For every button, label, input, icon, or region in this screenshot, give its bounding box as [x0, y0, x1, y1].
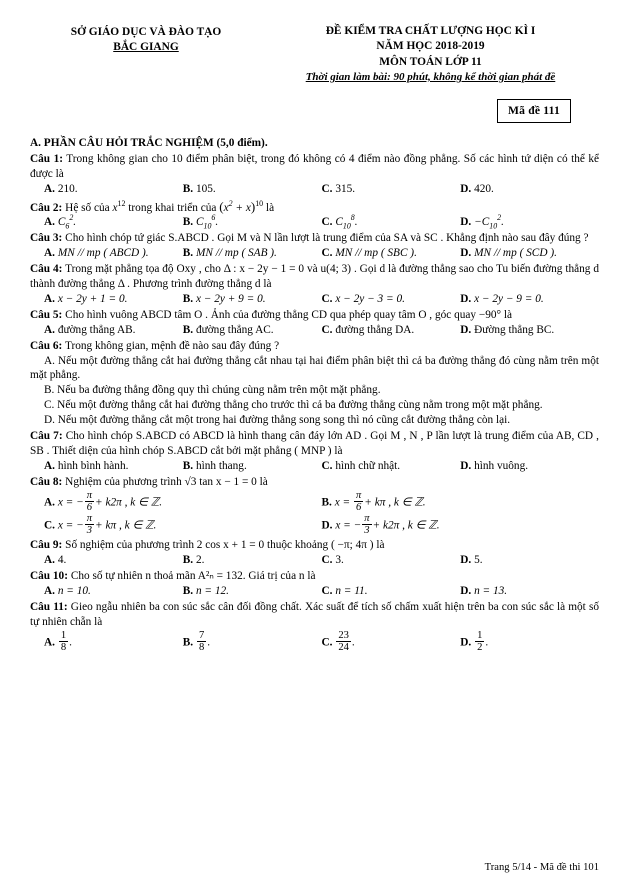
option-c-letter: C. — [321, 584, 333, 597]
q8d-tail: + k2π , k ∈ ℤ. — [372, 519, 440, 532]
exam-duration: Thời gian làm bài: 90 phút, không kể thời gian phát đề — [305, 70, 556, 83]
option-b-letter: B. — [182, 182, 194, 195]
option-c-letter: C. — [44, 519, 55, 532]
q8a-lhs: x = — [57, 496, 77, 509]
section-a-title: A. PHẦN CÂU HỎI TRẮC NGHIỆM (5,0 điểm). — [30, 136, 268, 149]
question-5-options — [30, 323, 599, 338]
question-10-label: Câu 10: — [30, 569, 68, 582]
question-1-options — [30, 182, 599, 197]
option-d-letter: D. — [460, 292, 472, 305]
option-b[interactable] — [183, 553, 322, 568]
q8d-fraction — [362, 513, 371, 536]
option-c[interactable] — [322, 553, 461, 568]
option-a-text: hình bình hành. — [57, 459, 129, 472]
q8a-tail: + k2π , k ∈ ℤ. — [95, 496, 163, 509]
q8b-tail: + kπ , k ∈ ℤ. — [364, 496, 426, 509]
option-b-text: n = 12. — [195, 584, 229, 597]
option-b-letter: B. — [182, 459, 194, 472]
option-d-text: hình vuông. — [474, 459, 529, 472]
q2-power-var: x — [112, 201, 118, 214]
question-5-text: Cho hình vuông ABCD tâm O . Ảnh của đường thẳng CD qua phép quay tâm O , góc quay −90° là — [65, 308, 513, 321]
option-a[interactable] — [44, 215, 183, 230]
option-c-text: 3. — [335, 554, 344, 567]
denominator: 2 — [477, 641, 483, 653]
q8c-tail: + kπ , k ∈ ℤ. — [95, 519, 157, 532]
question-8-text: Nghiệm của phương trình √3 tan x − 1 = 0 là — [65, 475, 268, 488]
question-7 — [30, 429, 599, 459]
option-b-letter: B. — [182, 635, 194, 648]
option-a-letter: A. — [44, 247, 55, 260]
denominator: 8 — [60, 641, 67, 653]
option-d-letter: D. — [321, 519, 333, 532]
option-c[interactable] — [322, 182, 461, 197]
question-6 — [30, 339, 599, 354]
sign: − — [474, 216, 482, 229]
option-a-letter: A. — [44, 292, 55, 305]
q2-open-paren: ( — [219, 198, 224, 214]
option-a-letter: A. — [44, 182, 55, 195]
option-a[interactable] — [44, 182, 183, 197]
q8a-fraction — [85, 490, 94, 513]
q2-bracket: $x^2 + x$ — [223, 198, 251, 214]
option-d-letter: D. — [460, 635, 472, 648]
question-2-label: Câu 2: — [30, 201, 63, 214]
choice-b-text: B. Nếu ba đường thẳng đồng quy thì chúng cùng nằm trên một mặt phẳng. — [44, 384, 381, 397]
sub: 6 — [65, 221, 70, 231]
q11a-fraction — [59, 630, 68, 653]
question-2-text-post: là — [263, 201, 275, 214]
denominator: 8 — [198, 641, 205, 653]
option-a[interactable] — [44, 553, 183, 568]
question-11 — [30, 600, 599, 630]
option-a[interactable] — [44, 584, 183, 599]
option-b-letter: B. — [182, 216, 194, 229]
choice-a-text: A. Nếu một đường thẳng cắt hai đường thẳng cắt nhau tại hai điểm phân biệt thì cả ba đường thẳng đó cùng nằm trên một mặt phẳng. — [30, 354, 599, 382]
question-7-options — [30, 459, 599, 474]
page-footer: Trang 5/14 - Mã đề thi 101 — [484, 862, 599, 874]
option-a[interactable] — [44, 323, 183, 338]
question-11-label: Câu 11: — [30, 600, 68, 613]
choice-d-text: D. Nếu một đường thẳng cắt một trong hai đường thẳng song song thì nó cũng cắt đường thẳng còn lại. — [44, 414, 511, 427]
question-8-label: Câu 8: — [30, 475, 63, 488]
header-right-block — [262, 24, 599, 85]
option-c-letter: C. — [321, 292, 333, 305]
option-a-text: 210. — [57, 182, 78, 195]
option-d-letter: D. — [460, 323, 472, 336]
option-c-text: x − 2y − 3 = 0. — [335, 292, 405, 305]
q11b-fraction — [197, 630, 206, 653]
question-1 — [30, 152, 599, 182]
question-11-text: Gieo ngẫu nhiên ba con súc sắc cân đối đồng chất. Xác suất để tích số chấm xuất hiện trên ba con súc sắc là một số tự nhiên chẵn là — [30, 600, 599, 628]
option-b-text: đường thẳng AC. — [195, 323, 274, 336]
option-c-letter: C. — [321, 247, 333, 260]
option-c[interactable] — [322, 246, 461, 261]
option-a-letter: A. — [44, 459, 55, 472]
option-a-text: x − 2y + 1 = 0. — [57, 292, 128, 305]
option-a-text: n = 10. — [57, 584, 91, 597]
sup: 2 — [69, 213, 74, 223]
sub: 10 — [342, 221, 351, 231]
q8b-lhs: x = — [334, 496, 353, 509]
choice-c-text: C. Nếu một đường thẳng cắt hai đường thẳng cho trước thì cả ba đường thẳng cùng nằm trong một mặt phẳng. — [44, 399, 543, 412]
q8d-sign: − — [353, 519, 362, 532]
option-d[interactable] — [460, 182, 599, 197]
sup: 8 — [350, 213, 355, 223]
question-1-label: Câu 1: — [30, 152, 63, 165]
question-9-label: Câu 9: — [30, 539, 63, 552]
option-c-text: n = 11. — [335, 584, 368, 597]
option-a[interactable] — [44, 459, 183, 474]
question-5 — [30, 308, 599, 323]
option-b[interactable] — [322, 490, 600, 513]
q2-power-exp: 12 — [117, 198, 126, 208]
q8d-lhs: x = — [335, 519, 354, 532]
option-b-text: x − 2y + 9 = 0. — [195, 292, 266, 305]
option-a-letter: A. — [44, 554, 55, 567]
question-6-text: Trong không gian, mệnh đề nào sau đây đúng ? — [64, 339, 280, 352]
question-8-options-row2 — [30, 513, 599, 536]
question-2-text-pre: Hệ số của — [65, 201, 113, 214]
option-c-letter: C. — [321, 216, 333, 229]
option-d-text: 420. — [474, 182, 494, 195]
option-b[interactable] — [183, 292, 322, 307]
question-2-text-mid: trong khai triển của — [125, 201, 220, 214]
numerator: 1 — [60, 629, 67, 641]
question-2-options — [30, 215, 599, 230]
question-6-choice-b[interactable] — [30, 383, 599, 398]
option-b-letter: B. — [182, 323, 194, 336]
option-d-letter: D. — [460, 459, 472, 472]
option-d[interactable] — [460, 584, 599, 599]
department-name: SỞ GIÁO DỤC VÀ ĐÀO TẠO — [70, 26, 222, 38]
header-left-block — [30, 24, 262, 56]
q8a-sign: − — [76, 496, 84, 509]
option-c[interactable] — [44, 513, 322, 536]
option-b[interactable] — [183, 459, 322, 474]
question-9 — [30, 538, 599, 553]
option-c[interactable] — [322, 459, 461, 474]
option-a[interactable]: A. $\frac{1}{8}$ . — [44, 629, 72, 653]
question-6-choice-c[interactable] — [30, 398, 599, 413]
option-b[interactable] — [183, 215, 322, 230]
option-d-text: MN // mp ( SCD ). — [474, 247, 557, 260]
option-b-letter: B. — [182, 247, 194, 260]
question-4-label: Câu 4: — [30, 263, 63, 276]
denominator: 3 — [362, 524, 371, 536]
option-c[interactable] — [322, 584, 461, 599]
sup: 6 — [211, 213, 216, 223]
option-a-text: đường thẳng AB. — [57, 323, 136, 336]
option-a-text: MN // mp ( ABCD ). — [57, 247, 149, 260]
option-d-letter: D. — [460, 554, 472, 567]
option-d[interactable] — [460, 323, 599, 338]
question-7-text: Cho hình chóp S.ABCD có ABCD là hình thang cân đáy lớn AD . Gọi M , N , P lần lượt là trung điểm của AB, CD , SB . Thiết diện của hình chóp S.ABCD cắt bởi mặt phẳng ( MNP ) là — [30, 430, 600, 457]
option-a-letter: A. — [44, 635, 55, 648]
question-3-options — [30, 246, 599, 261]
exam-code-wrap — [30, 99, 571, 123]
option-d-text: $-C_{10}^2$. — [474, 213, 504, 231]
option-d-letter: D. — [460, 584, 472, 597]
exam-content — [30, 136, 599, 653]
q2-close-paren: ) — [250, 198, 256, 214]
option-b-text: hình thang. — [195, 459, 247, 472]
q11d-fraction — [475, 630, 484, 653]
option-d-letter: D. — [460, 216, 472, 229]
option-c[interactable] — [322, 215, 461, 230]
q8c-fraction — [85, 513, 94, 536]
option-b-text: MN // mp ( SAB ). — [195, 247, 277, 260]
question-10-text: Cho số tự nhiên n thoả mãn A²ₙ = 132. Giá trị của n là — [70, 569, 316, 582]
numerator: 7 — [198, 629, 205, 641]
question-4-options — [30, 292, 599, 307]
option-a-letter: A. — [44, 216, 55, 229]
option-a-letter: A. — [44, 496, 55, 509]
option-c[interactable] — [322, 292, 461, 307]
option-c-letter: C. — [321, 323, 333, 336]
question-10-options — [30, 584, 599, 599]
option-c-text: 315. — [335, 182, 356, 195]
question-8 — [30, 475, 599, 490]
option-d[interactable]: D. $\frac{1}{2}$ . — [460, 629, 489, 653]
exam-code-box: Mã đề 111 — [497, 99, 571, 123]
option-b[interactable] — [183, 584, 322, 599]
denominator: 3 — [85, 524, 94, 536]
question-9-options — [30, 553, 599, 568]
sub: 10 — [489, 221, 498, 231]
option-d[interactable] — [322, 513, 600, 536]
option-d-text: 5. — [474, 554, 483, 567]
option-b[interactable] — [183, 246, 322, 261]
question-7-label: Câu 7: — [30, 430, 63, 443]
province-name: BẮC GIANG — [113, 41, 179, 54]
option-c-text: MN // mp ( SBC ). — [335, 247, 417, 260]
option-a-letter: A. — [44, 323, 55, 336]
numerator: π — [355, 489, 362, 501]
question-6-label: Câu 6: — [30, 339, 63, 352]
option-b-letter: B. — [182, 292, 194, 305]
question-2 — [30, 198, 599, 216]
option-d-text: Đường thẳng BC. — [474, 323, 555, 336]
sup: 2 — [497, 213, 502, 223]
option-d[interactable] — [460, 553, 599, 568]
denominator: 24 — [338, 641, 349, 653]
option-d[interactable] — [460, 459, 599, 474]
exam-title: ĐỀ KIỂM TRA CHẤT LƯỢNG HỌC KÌ I — [325, 25, 536, 37]
q8c-sign: − — [76, 519, 84, 532]
numerator: π — [364, 512, 370, 524]
option-d-text: n = 13. — [474, 584, 508, 597]
option-c-letter: C. — [321, 554, 333, 567]
option-d-letter: D. — [460, 247, 472, 260]
option-a[interactable] — [44, 292, 183, 307]
q8c-lhs: x = — [57, 519, 77, 532]
q8b-fraction — [354, 490, 363, 513]
subject-grade: MÔN TOÁN LỚP 11 — [379, 55, 482, 68]
question-6-choice-a[interactable] — [30, 354, 599, 384]
question-5-label: Câu 5: — [30, 308, 63, 321]
question-8-options-row1 — [30, 490, 599, 513]
q2-bracket-exp: 10 — [255, 198, 264, 208]
option-d[interactable] — [460, 246, 599, 261]
option-b-letter: B. — [321, 496, 332, 509]
denominator: 6 — [85, 501, 94, 513]
option-b[interactable] — [183, 182, 322, 197]
denominator: 6 — [354, 501, 363, 513]
option-c-letter: C. — [321, 635, 333, 648]
option-d[interactable] — [460, 292, 599, 307]
option-c-text: hình chữ nhật. — [335, 459, 401, 472]
option-b[interactable] — [183, 323, 322, 338]
q11c-fraction — [336, 630, 351, 653]
sub: 10 — [203, 221, 212, 231]
option-c-text: $C_{10}^8$. — [335, 213, 358, 231]
school-year: NĂM HỌC 2018-2019 — [376, 40, 485, 53]
question-9-text: Số nghiệm của phương trình 2 cos x + 1 = 0 thuộc khoảng ( −π; 4π ) là — [65, 539, 385, 552]
numerator: 23 — [338, 629, 349, 641]
option-d-text: x − 2y − 9 = 0. — [474, 292, 544, 305]
document-header — [30, 24, 599, 85]
question-4 — [30, 262, 599, 292]
question-4-text: Trong mặt phẳng tọa độ Oxy , cho Δ : x − 2y − 1 = 0 và u(4; 3) . Gọi d là đường thẳng sao cho Tu biến đường thẳng d thành đường thẳng Δ . Phương trình đường thẳng d là — [30, 263, 599, 291]
question-3 — [30, 231, 599, 246]
question-10 — [30, 569, 599, 584]
question-1-text: Trong không gian cho 10 điểm phân biệt, trong đó không có 4 điểm nào đồng phẳng. Số các hình tứ diện có thể kể được là — [30, 152, 600, 180]
question-3-text: Cho hình chóp tứ giác S.ABCD . Gọi M và N lần lượt là trung điểm của SA và SC . Khẳng định nào sau đây đúng ? — [65, 232, 589, 245]
option-a[interactable] — [44, 490, 322, 513]
option-a[interactable] — [44, 246, 183, 261]
option-b-text: $C_{10}^6$. — [195, 213, 219, 231]
option-c-text: đường thẳng DA. — [335, 323, 415, 336]
option-b-letter: B. — [182, 584, 194, 597]
option-b-letter: B. — [182, 554, 194, 567]
question-3-label: Câu 3: — [30, 232, 63, 245]
question-6-choice-d[interactable] — [30, 413, 599, 428]
numerator: π — [86, 489, 93, 501]
option-b-text: 105. — [195, 182, 216, 195]
option-c-letter: C. — [321, 459, 333, 472]
option-b-text: 2. — [195, 554, 205, 567]
option-a-letter: A. — [44, 584, 55, 597]
option-d[interactable] — [460, 215, 599, 230]
option-d-letter: D. — [460, 182, 472, 195]
option-a-text: 4. — [57, 554, 67, 567]
question-11-options — [30, 630, 599, 653]
option-b[interactable]: B. $\frac{7}{8}$ . — [182, 629, 211, 653]
numerator: π — [86, 512, 93, 524]
option-c[interactable] — [322, 323, 461, 338]
option-c-letter: C. — [321, 182, 333, 195]
numerator: 1 — [477, 629, 483, 641]
option-c[interactable]: C. $\frac{23}{24}$ . — [321, 629, 355, 653]
option-a-text: $C_6^2$. — [57, 213, 77, 231]
